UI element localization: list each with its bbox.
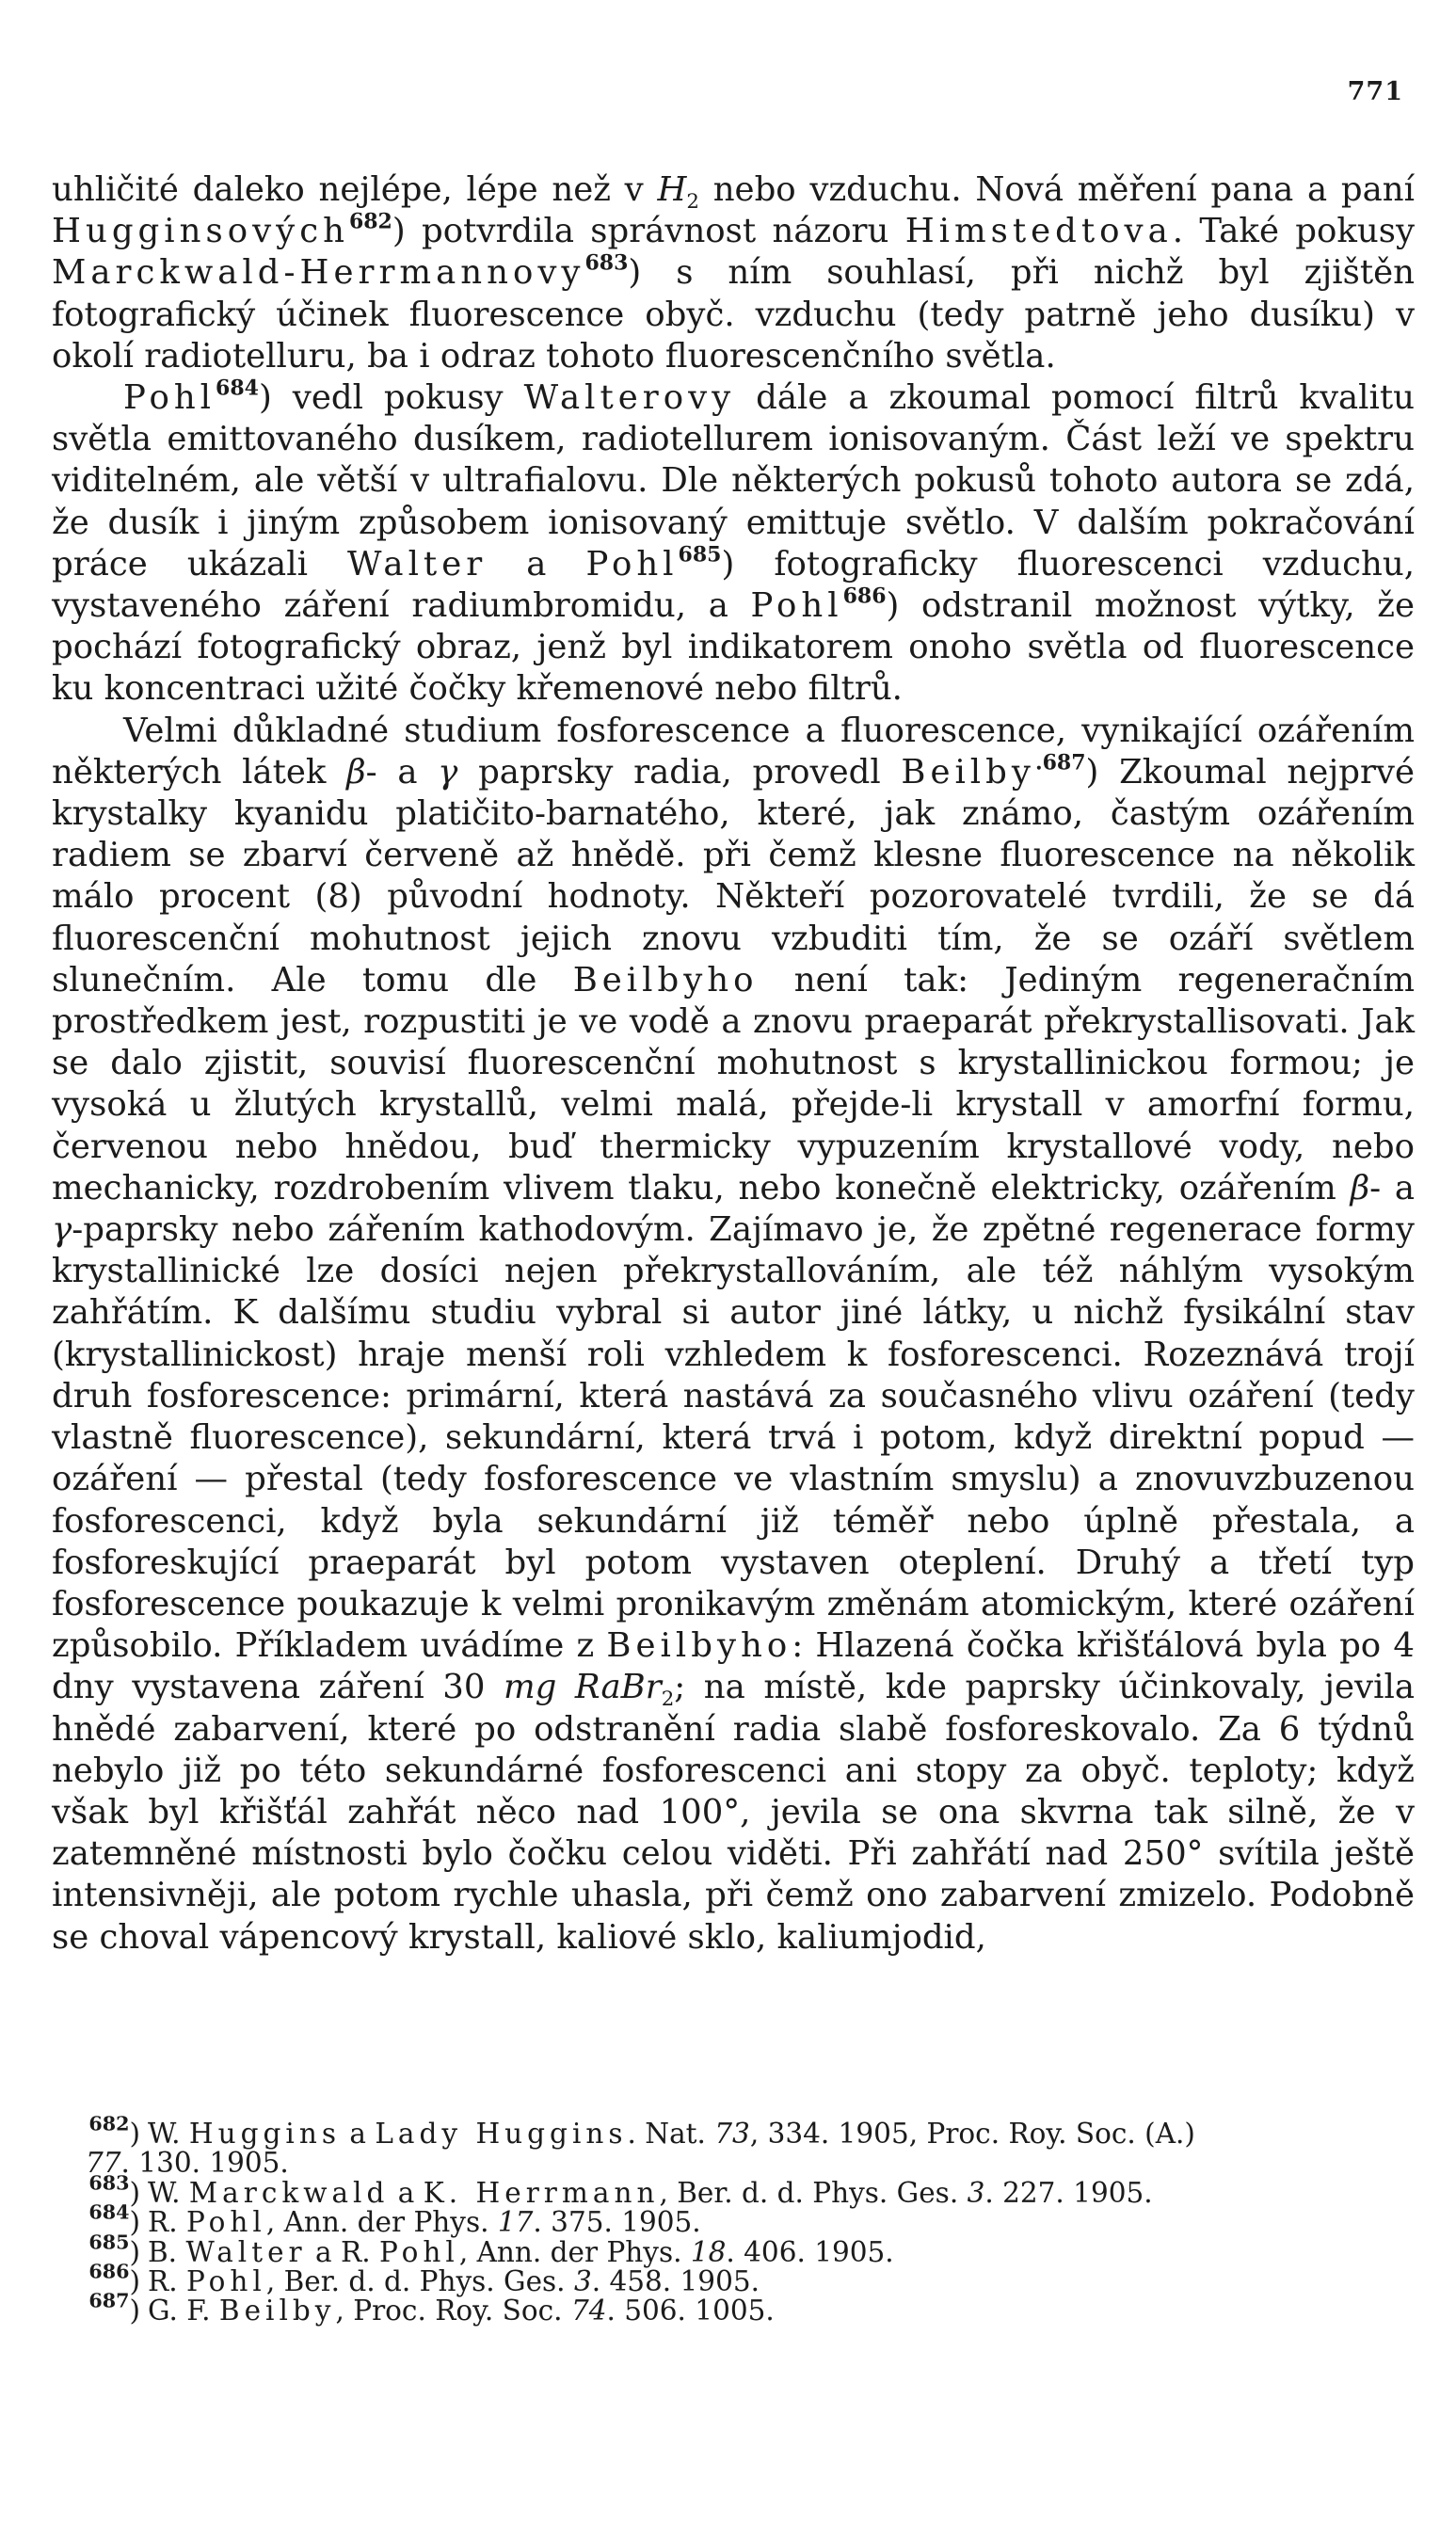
body-text [52, 169, 1415, 1959]
text-run: . 227. 1905. [984, 2176, 1153, 2209]
footnote-ref: .687 [1034, 750, 1086, 776]
text-run: mg RaBr [503, 1668, 662, 1707]
text-run: ) s ním souhlasí, při nichž byl zjištěn fotografický účinek fluorescence obyč. vzduchu (tedy patrně jeho dusíku) v okolí radiotelluru, ba i odraz tohoto fluorescenčního světla. [52, 253, 1415, 376]
text-run: R. [148, 2265, 186, 2298]
text-run: Velmi důkladné studium fosforescence a fluorescence, vynikající ozářením některých látek [52, 711, 1415, 792]
text-run: H [657, 170, 687, 209]
author-name: Himstedtova [904, 212, 1173, 251]
paragraph [52, 711, 1415, 1959]
text-run: . 406. 1905. [726, 2235, 894, 2268]
footnote-number: $^{684}$) [88, 2200, 140, 2239]
text-run: paprsky radia, provedl [457, 752, 902, 792]
text-run: ) potvrdila správnost názoru [392, 212, 905, 251]
footnote-ref: 683 [584, 251, 629, 277]
text-run: . 130. 1905. [120, 2147, 289, 2180]
text-run: 3 [967, 2176, 985, 2209]
author-name: Beilbyho [572, 960, 759, 1000]
text-run: - a [1369, 1168, 1416, 1208]
author-name: Beilby [218, 2295, 336, 2327]
text-run: . 458. 1905. [591, 2265, 760, 2298]
author-name: Pohl [378, 2235, 459, 2268]
text-run: -paprsky nebo zářením kathodovým. Zajímavo je, že zpětné regenerace formy krystallinické lze dosíci nejen překrystallováním, ale též náhlým vysokým zahřátím. K dalšímu studiu vybral si autor jiné látky, u nichž fysikální stav (krystallinickost) hraje menší roli vzhledem k fosforescenci. Rozeznává trojí druh fosforescence: primární, která nastává za současného vlivu ozáření (tedy vlastně fluorescence), sekundární, která trvá i potom, když direktní popud — ozáření — přestal (tedy fosforescence ve vlastním smyslu) a znovuvzbuzenou fosforescenci, když byla sekundární již téměř nebo úplně přestala, a fosforeskující praeparát byl potom vystaven oteplení. Druhý a třetí typ fosforescence poukazuje k velmi pronikavým změnám atomickým, které ozáření způsobilo. Příkladem uvádíme z [52, 1210, 1415, 1666]
text-run: uhličité daleko nejlépe, lépe než v [52, 170, 658, 209]
author-name: Beilby [901, 752, 1035, 792]
paragraph [52, 377, 1415, 711]
text-run: γ [52, 1210, 72, 1250]
text-run: a R. [306, 2235, 379, 2268]
text-run: , Ann. der Phys. [265, 2206, 498, 2239]
text-run: ) fotograficky fluorescenci vzduchu, vystaveného záření radiumbromidu, a [52, 544, 1416, 626]
text-run: ) Zkoumal nejprvé krystalky kyanidu platičito-barnatého, které, jak známo, častým ozářením radiem se zbarví červeně až hnědě. při čemž klesne fluorescence na několik málo procent (8) původní hodnoty. Někteří pozorovatelé tvrdili, že se dá fluorescenční mohutnost jejich znovu vzbuditi tím, že se ozáří světlem slunečním. Ale tomu dle [52, 752, 1415, 1000]
footnote [52, 2260, 1415, 2298]
author-name: Hugginsových [52, 212, 349, 251]
text-run: dále a zkoumal pomocí filtrů kvalitu světla emittovaného dusíkem, radiotellurem ionisovaným. Část leží ve spektru viditelném, ale větší v ultrafialovu. Dle některých pokusů tohoto autora se zdá, že dusík i jiným způsobem ionisovaný emittuje světlo. V dalším pokračování práce ukázali [52, 378, 1416, 584]
text-run: 74 [570, 2295, 607, 2327]
text-run: . 506. 1005. [606, 2295, 775, 2327]
text-run: R. [148, 2206, 186, 2239]
text-run: β [1350, 1168, 1370, 1208]
author-name: Pohl [750, 586, 843, 626]
footnote-ref: 685 [678, 542, 722, 568]
text-run: 73 [714, 2118, 750, 2150]
author-name: Pohl [585, 544, 679, 584]
author-name: Lady Huggins [375, 2118, 628, 2150]
text-run: - a [365, 752, 439, 792]
text-run: 3 [573, 2265, 592, 2298]
footnote-number: $^{685}$) [88, 2231, 140, 2268]
text-run: , Proc. Roy. Soc. [335, 2295, 571, 2327]
author-name: Pohl [185, 2265, 266, 2298]
text-run: : Hlazená čočka křišťálová byla po 4 dny vystavena záření 30 [52, 1626, 1415, 1707]
footnote-ref: 682 [348, 209, 392, 234]
footnote [52, 2171, 1415, 2209]
author-name: K. Herrmann [423, 2176, 660, 2209]
text-run: ; na místě, kde paprsky účinkovaly, jevila hnědé zabarvení, které po odstranění radia slabě fosforeskovalo. Za 6 týdnů nebylo již po této sekundárné fosforescenci ani stopy za obyč. teploty; když však byl křišťál zahřát něco nad 100°, jevila se ona skvrna tak silně, že v zatemněné místnosti bylo čočku celou viděti. Při zahřátí nad 250° svítila ještě intensivněji, ale potom rychle uhasla, při čemž ono zabarvení zmizelo. Podobně se choval vápencový krystall, kaliové sklo, kaliumjodid, [52, 1668, 1415, 1957]
footnote [52, 2200, 1415, 2239]
text-run: . Nat. [627, 2118, 715, 2150]
footnote-ref: 686 [842, 584, 887, 609]
text-run: . 375. 1905. [533, 2206, 701, 2239]
author-name: Marckwald [188, 2176, 390, 2209]
text-run: , Ann. der Phys. [458, 2235, 691, 2268]
text-run: . Také pokusy [1172, 212, 1415, 251]
footnote-number: $^{683}$) [88, 2171, 140, 2209]
text-run: , Ber. d. d. Phys. Ges. [265, 2265, 574, 2298]
author-name: Pohl [185, 2206, 266, 2239]
text-run: β [346, 752, 366, 792]
author-name: Walterovy [523, 378, 736, 418]
footnote-number: $^{686}$) [88, 2260, 140, 2298]
author-name: Pohl [123, 378, 216, 418]
text-run: G. F. [148, 2295, 219, 2327]
text-run: ) vedl pokusy [258, 378, 524, 418]
author-name: Walter [347, 544, 488, 584]
text-run: ) odstranil možnost výtky, že pochází fotografický obraz, jenž byl indikatorem onoho světla od fluorescence ku koncentraci užité čočky křemenové nebo filtrů. [52, 586, 1415, 709]
paragraph [52, 169, 1415, 377]
author-name: Beilbyho [606, 1626, 792, 1666]
footnote [52, 2112, 1415, 2150]
text-run: B. [148, 2235, 186, 2268]
author-name: Marckwald-Herrmannovy [52, 253, 585, 293]
footnote-ref: 684 [216, 376, 259, 401]
text-run: a [341, 2118, 376, 2150]
text-run: W. [148, 2176, 189, 2209]
footnote [52, 2290, 1415, 2327]
text-run: nebo vzduchu. Nová měření pana a paní [698, 170, 1415, 209]
footnote [52, 2231, 1415, 2268]
text-run: není tak: Jediným regeneračním prostředkem jest, rozpustiti je ve vodě a znovu praeparát překrystallisovati. Jak se dalo zjistit, souvisí fluorescenční mohutnost s krystallinickou formou; je vysoká u žlutých krystallů, velmi malá, přejde-li krystall v amorfní formu, červenou nebo hnědou, buď thermicky vypuzením krystallové vody, nebo mechanicky, rozdrobením vlivem tlaku, nebo konečně elektricky, ozářením [52, 960, 1415, 1208]
text-run: 17 [497, 2206, 534, 2239]
text-run: a [487, 544, 586, 584]
text-run: , Ber. d. d. Phys. Ges. [659, 2176, 968, 2209]
text-run: γ [438, 752, 458, 792]
text-run: 18 [690, 2235, 727, 2268]
text-run: 77 [86, 2147, 121, 2180]
footnote-number: $^{682}$) [88, 2112, 140, 2150]
text-run: a [389, 2176, 424, 2209]
page-number: 771 [1347, 77, 1403, 106]
footnote-continuation [52, 2149, 1415, 2178]
author-name: Huggins [188, 2118, 341, 2150]
text-run: 2 [661, 1687, 675, 1712]
text-run: 2 [686, 190, 699, 215]
text-run: , 334. 1905, Proc. Roy. Soc. (A.) [749, 2118, 1195, 2150]
footnote-number: $^{687}$) [88, 2290, 140, 2327]
text-run: W. [148, 2118, 189, 2150]
author-name: Walter [185, 2235, 307, 2268]
footnotes [52, 2112, 1415, 2327]
